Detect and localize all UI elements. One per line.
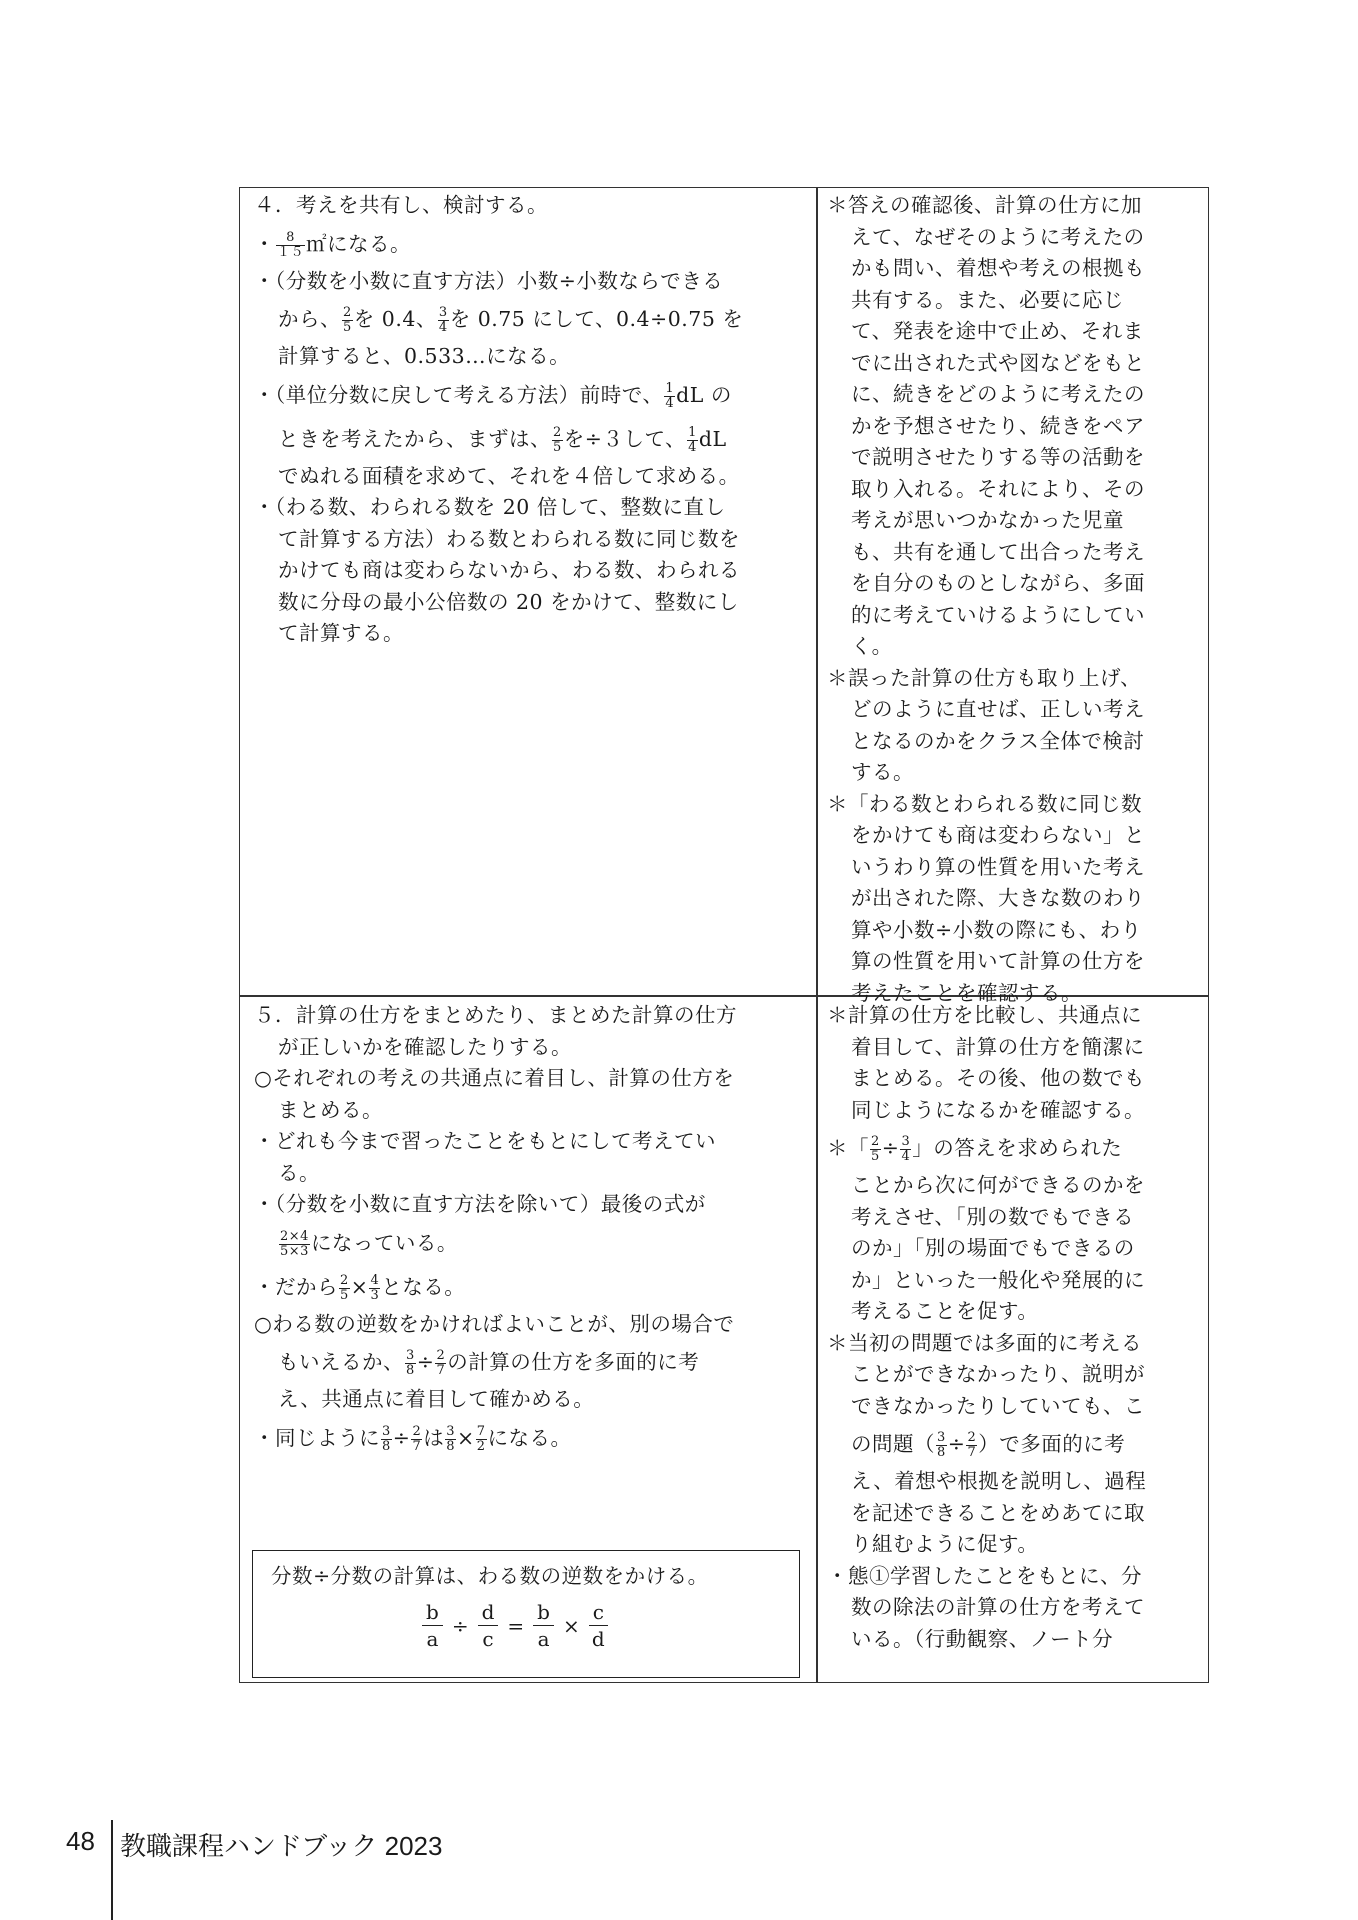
text-line: り組むように促す。 bbox=[851, 1532, 1039, 1556]
text-line: え、共通点に着目して確かめる。 bbox=[278, 1387, 595, 1411]
numerator: d bbox=[478, 1599, 499, 1626]
text-line: いうわり算の性質を用いた考え bbox=[851, 854, 1145, 879]
text-line: どのように直せば、正しい考え bbox=[851, 697, 1145, 721]
text-line: えて、なぜそのように考えたの bbox=[851, 224, 1145, 249]
text-line: する。 bbox=[851, 760, 914, 784]
fraction: $\frac{2}{7}$ bbox=[412, 1423, 422, 1454]
text-line: ときを考えたから、まずは、 $\frac{2}{5}$ を÷３して、 $\frac{1}{4}$ dL bbox=[278, 424, 727, 455]
text-line: 共有する。また、必要に応じ bbox=[851, 287, 1124, 312]
fraction: $\frac{2}{7}$ bbox=[436, 1348, 446, 1378]
row1-notes bbox=[827, 190, 1203, 1009]
text-line: て計算する。 bbox=[278, 621, 404, 645]
text-line: かを予想させたり、続きをペア bbox=[851, 413, 1145, 438]
fraction: $\frac{3}{8}$ bbox=[382, 1423, 391, 1454]
text-line: まとめる。その後、他の数でも bbox=[851, 1066, 1145, 1090]
text-line: 同じようになるかを確認する。 bbox=[851, 1097, 1145, 1122]
fraction: $\frac{3}{8}$ bbox=[446, 1423, 456, 1454]
text-line: でに出された式や図などをもと bbox=[851, 350, 1145, 375]
page-number: 48 bbox=[66, 1826, 95, 1856]
text-line: 着目して、計算の仕方を簡潔に bbox=[851, 1034, 1145, 1059]
text-line: に、続きをどのように考えたの bbox=[851, 382, 1145, 406]
text-line: 算の性質を用いて計算の仕方を bbox=[851, 949, 1145, 973]
formula-fraction bbox=[422, 1599, 443, 1652]
summary-box bbox=[252, 1550, 800, 1678]
text-line: ○わる数の逆数をかければよいことが、別の場合で bbox=[254, 1311, 735, 1336]
fraction: $\frac{3}{8}$ bbox=[406, 1348, 415, 1378]
text-line: ・（単位分数に戻して考える方法）前時で、 $\frac{1}{4}$ dL の bbox=[254, 380, 732, 411]
text-line: 的に考えていけるようにしてい bbox=[851, 602, 1145, 627]
text-line: か」といった一般化や発展的に bbox=[851, 1267, 1145, 1292]
text-line: も、共有を通して出合った考え bbox=[851, 539, 1145, 564]
row2-activities bbox=[254, 1000, 810, 1460]
operator: = bbox=[507, 1613, 525, 1638]
fraction: $\frac{3}{4}$ bbox=[438, 305, 448, 335]
text-line: ＊当初の問題では多面的に考える bbox=[827, 1330, 1142, 1355]
text-line: ことから次に何ができるのかを bbox=[851, 1173, 1145, 1197]
text-line: のか」「別の場面でもできるの bbox=[851, 1236, 1135, 1260]
text-line: ・（わる数、わられる数を 20 倍して、整数に直し bbox=[254, 495, 726, 519]
operator: ÷ bbox=[451, 1613, 469, 1638]
fraction: $\frac{2}{5}$ bbox=[553, 424, 562, 455]
text-line: を記述できることをめあてに取 bbox=[851, 1500, 1145, 1525]
text-line: ・（分数を小数に直す方法を除いて）最後の式が bbox=[254, 1192, 706, 1216]
text-line: が正しいかを確認したりする。 bbox=[278, 1034, 572, 1059]
text-line: いる。（行動観察、ノート分 bbox=[851, 1626, 1114, 1651]
text-line: となるのかをクラス全体で検討 bbox=[851, 728, 1145, 753]
text-line: まとめる。 bbox=[278, 1097, 383, 1122]
text-line: ・同じように $\frac{3}{8}$ ÷ $\frac{2}{7}$ は $\frac{3}{8}$ × $\frac{7}{2}$ になる。 bbox=[254, 1423, 572, 1454]
fraction: $\frac{2}{5}$ bbox=[340, 1272, 349, 1303]
text-line: 考えたことを確認する。 bbox=[851, 980, 1082, 1005]
fraction: $\frac{7}{2}$ bbox=[476, 1423, 486, 1454]
text-line: 考えさせ、「別の数でもできる bbox=[851, 1204, 1135, 1229]
text-line: ５．計算の仕方をまとめたり、まとめた計算の仕方 bbox=[254, 1003, 737, 1027]
text-line: かも問い、着想や考えの根拠も bbox=[851, 256, 1145, 280]
footer-title: 教職課程ハンドブック 2023 bbox=[120, 1831, 443, 1861]
numerator: b bbox=[422, 1599, 443, 1626]
numerator: c bbox=[589, 1599, 608, 1626]
text-line: て、発表を途中で止め、それま bbox=[851, 319, 1144, 343]
fraction: $\frac{2\times 4}{5\times 3}$ bbox=[280, 1228, 309, 1259]
text-line: もいえるか、 $\frac{3}{8}$ ÷ $\frac{2}{7}$ の計算の仕方を多面的に考 bbox=[278, 1348, 700, 1378]
text-line: をかけても商は変わらない」と bbox=[851, 823, 1145, 847]
text-line: ことができなかったり、説明が bbox=[851, 1362, 1145, 1386]
fraction: $\frac{1}{4}$ bbox=[665, 380, 675, 411]
fraction: $\frac{2}{5}$ bbox=[343, 305, 352, 335]
fraction: $\frac{1}{4}$ bbox=[688, 424, 697, 455]
summary-title: 分数÷分数の計算は、わる数の逆数をかける。 bbox=[271, 1564, 709, 1588]
formula-fraction bbox=[478, 1599, 499, 1652]
text-line: ・態①学習したことをもとに、分 bbox=[827, 1563, 1142, 1588]
fraction: $\frac{8}{15}$ bbox=[277, 229, 305, 260]
text-line: ４．考えを共有し、検討する。 bbox=[254, 193, 548, 217]
text-line: る。 bbox=[278, 1160, 320, 1185]
operator: × bbox=[562, 1613, 580, 1638]
denominator: c bbox=[482, 1627, 494, 1651]
text-line: 考えることを促す。 bbox=[851, 1299, 1039, 1323]
lesson-plan-table bbox=[239, 187, 1209, 1683]
text-line: ＊計算の仕方を比較し、共通点に bbox=[827, 1003, 1142, 1027]
text-line: く。 bbox=[851, 634, 893, 658]
row1-activities bbox=[254, 190, 810, 650]
fraction: $\frac{3}{8}$ bbox=[937, 1430, 946, 1460]
text-line: 取り入れる。それにより、その bbox=[851, 476, 1145, 501]
text-line: ＊誤った計算の仕方も取り上げ、 bbox=[827, 665, 1142, 690]
text-line: 算や小数÷小数の際にも、わり bbox=[851, 917, 1142, 942]
text-line: でぬれる面積を求めて、それを４倍して求める。 bbox=[278, 463, 740, 488]
text-line: ・どれも今まで習ったことをもとにして考えてい bbox=[254, 1129, 716, 1153]
text-line: の問題（ $\frac{3}{8}$ ÷ $\frac{2}{7}$ ）で多面的に考 bbox=[851, 1430, 1126, 1460]
denominator: a bbox=[537, 1627, 550, 1651]
text-line: 数の除法の計算の仕方を考えて bbox=[851, 1595, 1145, 1619]
text-line: え、着想や根拠を説明し、過程 bbox=[851, 1469, 1147, 1493]
text-line: で説明させたりする等の活動を bbox=[851, 445, 1145, 469]
fraction: $\frac{3}{4}$ bbox=[901, 1134, 911, 1164]
formula-fraction bbox=[533, 1599, 554, 1652]
row2-notes bbox=[827, 1000, 1203, 1655]
text-line: ＊「 $\frac{2}{5}$ ÷ $\frac{3}{4}$ 」の答えを求められた bbox=[827, 1134, 1123, 1164]
text-line: かけても商は変わらないから、わる数、わられる bbox=[278, 558, 740, 582]
text-line: 計算すると、0.533…になる。 bbox=[278, 344, 571, 368]
text-line: を自分のものとしながら、多面 bbox=[851, 571, 1145, 595]
text-line: ・（分数を小数に直す方法）小数÷小数ならできる bbox=[254, 268, 724, 293]
text-line: できなかったりしていても、こ bbox=[851, 1393, 1145, 1418]
summary-formula bbox=[421, 1599, 609, 1652]
fraction: $\frac{4}{3}$ bbox=[370, 1272, 380, 1303]
text-line: 考えが思いつかなかった児童 bbox=[851, 508, 1124, 532]
fraction: $\frac{2}{7}$ bbox=[967, 1430, 977, 1460]
text-line: ・だから $\frac{2}{5}$ × $\frac{4}{3}$ となる。 bbox=[254, 1272, 466, 1303]
text-line: 数に分母の最小公倍数の 20 をかけて、整数にし bbox=[278, 589, 739, 614]
text-line: $\frac{2\times 4}{5\times 3}$ になっている。 bbox=[280, 1228, 458, 1259]
text-line: が出された際、大きな数のわり bbox=[851, 886, 1145, 910]
text-line: ・ $\frac{8}{15}$ ㎡になる。 bbox=[254, 229, 412, 260]
column-divider bbox=[816, 188, 818, 1682]
denominator: a bbox=[426, 1627, 439, 1651]
denominator: d bbox=[591, 1627, 605, 1651]
footer-divider bbox=[111, 1820, 113, 1920]
text-line: て計算する方法）わる数とわられる数に同じ数を bbox=[278, 526, 740, 551]
text-line: ＊答えの確認後、計算の仕方に加 bbox=[827, 193, 1142, 217]
numerator: b bbox=[533, 1599, 554, 1626]
text-line: から、 $\frac{2}{5}$ を 0.4、 $\frac{3}{4}$ を 0.75 にして、0.4÷0.75 を bbox=[278, 305, 744, 335]
text-line: ＊「わる数とわられる数に同じ数 bbox=[827, 791, 1142, 816]
formula-fraction bbox=[589, 1599, 608, 1652]
text-line: ○それぞれの考えの共通点に着目し、計算の仕方を bbox=[254, 1066, 735, 1090]
fraction: $\frac{2}{5}$ bbox=[871, 1134, 880, 1164]
